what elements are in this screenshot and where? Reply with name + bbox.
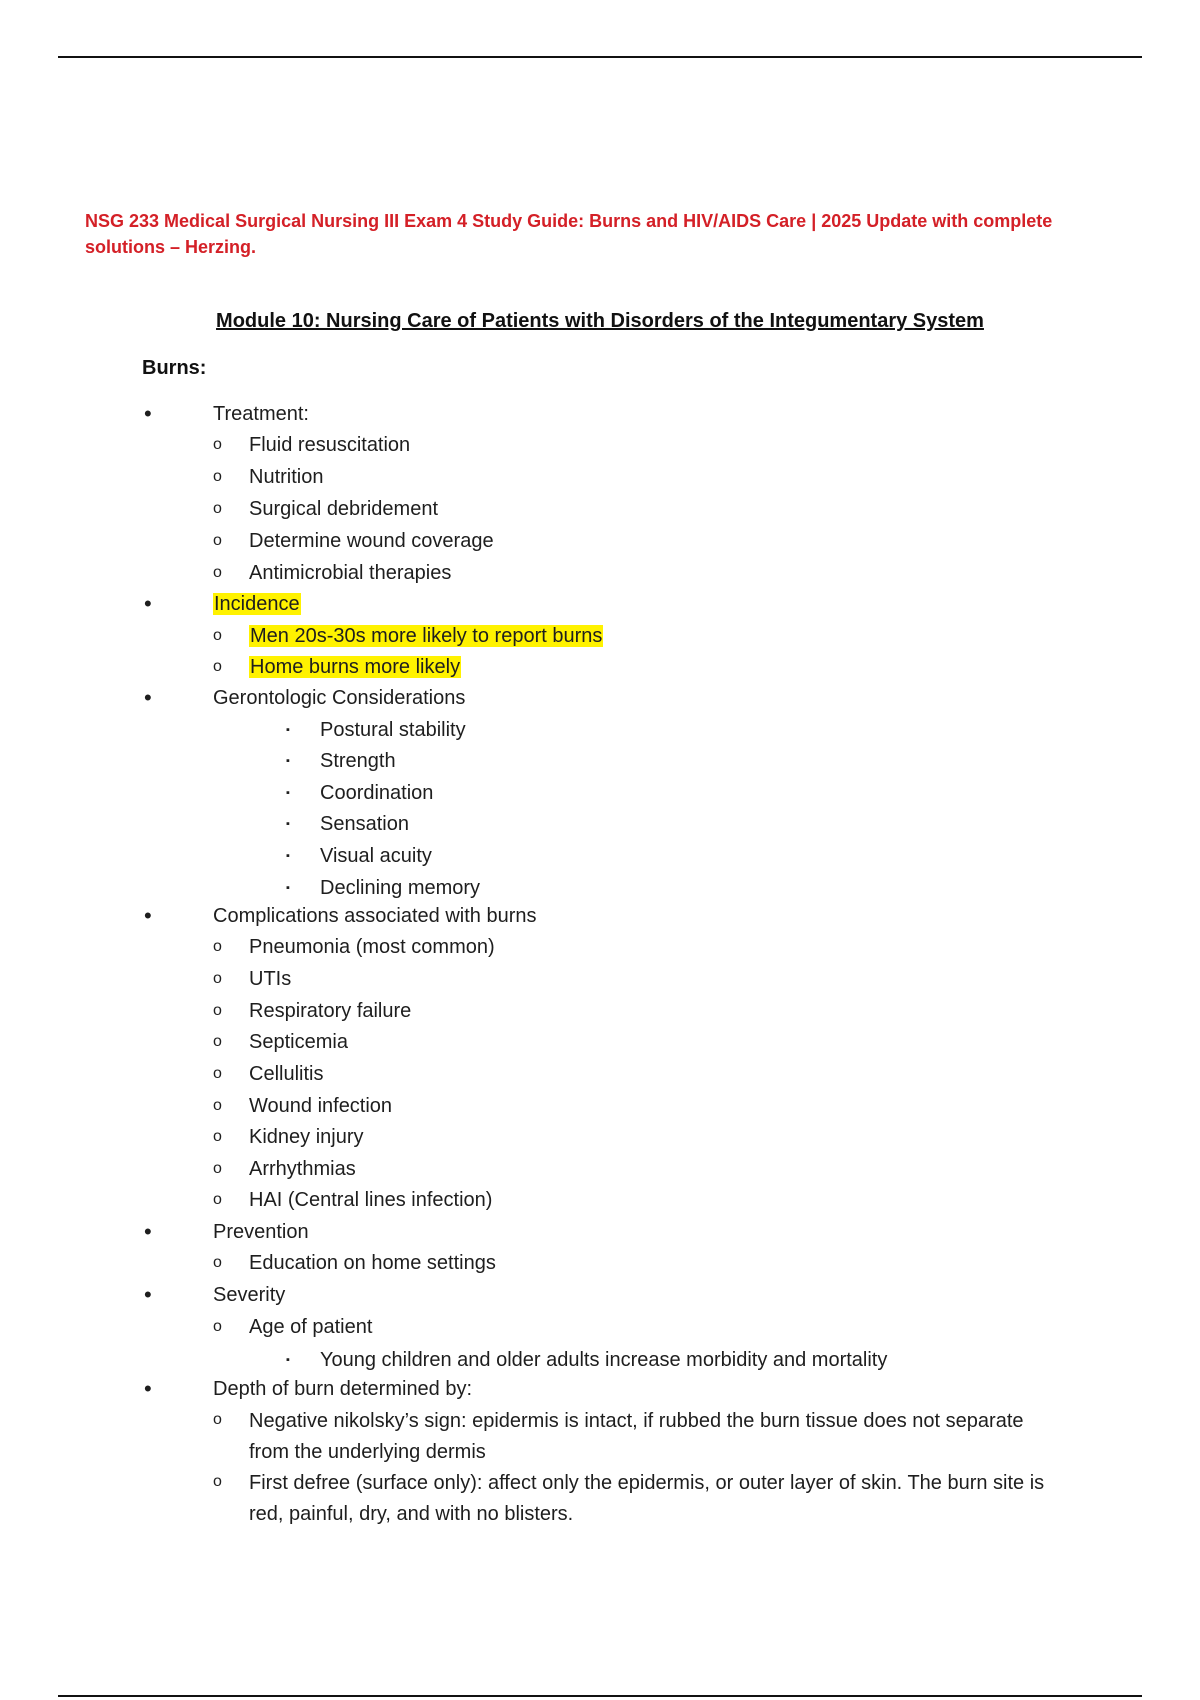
- section-heading-burns: Burns:: [142, 357, 207, 379]
- outline-item-text: Sensation: [320, 813, 409, 835]
- sub-bullet-marker: o: [213, 938, 222, 955]
- outline-item-text: Visual acuity: [320, 845, 432, 867]
- outline-item: [213, 590, 301, 618]
- sub-bullet-marker: o: [213, 1128, 222, 1145]
- outline-item-text: Prevention: [213, 1221, 309, 1243]
- outline-item: [213, 1281, 285, 1309]
- outline-subsubitem: [320, 874, 480, 902]
- outline-subitem: [249, 431, 410, 459]
- square-bullet-marker: ▪: [286, 882, 290, 894]
- sub-bullet-marker: o: [213, 1191, 222, 1208]
- sub-bullet-marker: o: [213, 1318, 222, 1335]
- sub-bullet-marker: o: [213, 1097, 222, 1114]
- outline-item-text: Arrhythmias: [249, 1158, 356, 1180]
- outline-item-text: Kidney injury: [249, 1126, 364, 1148]
- bullet-marker: •: [144, 591, 152, 616]
- outline-item-text: Nutrition: [249, 466, 324, 488]
- sub-bullet-marker: o: [213, 532, 222, 549]
- square-bullet-marker: ▪: [286, 850, 290, 862]
- bullet-marker: •: [144, 1376, 152, 1401]
- outline-subitem: [249, 1313, 372, 1341]
- outline-item-text: Respiratory failure: [249, 1000, 412, 1022]
- module-heading: Module 10: Nursing Care of Patients with Disorders of the Integumentary System: [216, 310, 984, 332]
- outline-item-text: Severity: [213, 1284, 286, 1306]
- outline-item: [213, 902, 537, 930]
- outline-item-text: Surgical debridement: [249, 498, 438, 520]
- sub-bullet-marker: o: [213, 1411, 222, 1428]
- outline-subitem: [249, 933, 495, 961]
- outline-subitem: [249, 1092, 392, 1120]
- sub-bullet-marker: o: [213, 970, 222, 987]
- outline-subitem: [249, 965, 291, 993]
- outline-item-text: Wound infection: [249, 1095, 393, 1117]
- outline-item-text: HAI (Central lines infection): [249, 1189, 493, 1211]
- outline-item: [213, 400, 309, 428]
- outline-subitem: [249, 1186, 492, 1214]
- square-bullet-marker: ▪: [286, 724, 290, 736]
- outline-subsubitem: [320, 810, 409, 838]
- outline-item-text: Strength: [320, 750, 396, 772]
- document-title: NSG 233 Medical Surgical Nursing III Exam 4 Study Guide: Burns and HIV/AIDS Care | 2025 Update with complete solutions – Herzing.: [85, 211, 1053, 257]
- sub-bullet-marker: o: [213, 1160, 222, 1177]
- outline-item-text: Negative nikolsky’s sign: epidermis is intact, if rubbed the burn tissue does not separate from the underlying dermis: [249, 1410, 1024, 1463]
- outline-item-text: Fluid resuscitation: [249, 434, 411, 456]
- outline-subitem: [249, 559, 451, 587]
- sub-bullet-marker: o: [213, 1065, 222, 1082]
- outline-item-text: Depth of burn determined by:: [213, 1378, 473, 1400]
- outline-subsubitem: [320, 842, 432, 870]
- outline-item-text: Determine wound coverage: [249, 530, 494, 552]
- outline-item-text: Gerontologic Considerations: [213, 687, 466, 709]
- outline-subitem: [249, 997, 411, 1025]
- bullet-marker: •: [144, 685, 152, 710]
- outline-item-text: Men 20s-30s more likely to report burns: [250, 625, 603, 647]
- outline-item-text: Cellulitis: [249, 1063, 324, 1085]
- outline-subsubitem: [320, 1346, 887, 1374]
- outline-item-text: Young children and older adults increase morbidity and mortality: [320, 1349, 888, 1371]
- bullet-marker: •: [144, 401, 152, 426]
- outline-item-text: Postural stability: [320, 719, 466, 741]
- outline-item-text: Antimicrobial therapies: [249, 562, 452, 584]
- square-bullet-marker: ▪: [286, 1354, 290, 1366]
- outline-item: [213, 1375, 472, 1403]
- outline-subitem: [249, 622, 603, 650]
- outline-subitem: [249, 463, 323, 491]
- outline-item-text: Age of patient: [249, 1316, 373, 1338]
- outline-subitem: [249, 1155, 356, 1183]
- outline-item-text: Complications associated with burns: [213, 905, 537, 927]
- sub-bullet-marker: o: [213, 500, 222, 517]
- outline-subitem: [249, 527, 494, 555]
- outline-item: [213, 684, 465, 712]
- outline-item-text: Incidence: [214, 593, 300, 615]
- sub-bullet-marker: o: [213, 1473, 222, 1490]
- outline-subsubitem: [320, 747, 396, 775]
- outline-item-text: Septicemia: [249, 1031, 348, 1053]
- outline-item-text: First defree (surface only): affect only the epidermis, or outer layer of skin. The burn site is red, painful, dry, and with no blisters.: [249, 1472, 1045, 1525]
- outline-subitem: [249, 1468, 1069, 1530]
- outline-subitem: [249, 653, 461, 681]
- outline-subitem: [249, 495, 438, 523]
- square-bullet-marker: ▪: [286, 787, 290, 799]
- outline-item-text: Declining memory: [320, 877, 481, 899]
- outline-item-text: Treatment:: [213, 403, 309, 425]
- sub-bullet-marker: o: [213, 1254, 222, 1271]
- square-bullet-marker: ▪: [286, 755, 290, 767]
- bullet-marker: •: [144, 903, 152, 928]
- square-bullet-marker: ▪: [286, 818, 290, 830]
- sub-bullet-marker: o: [213, 436, 222, 453]
- outline-subitem: [249, 1028, 348, 1056]
- footer-rule: [58, 1695, 1142, 1697]
- outline-item-text: UTIs: [249, 968, 292, 990]
- outline-subsubitem: [320, 716, 466, 744]
- outline-item: [213, 1218, 309, 1246]
- outline-subitem: [249, 1249, 496, 1277]
- sub-bullet-marker: o: [213, 1033, 222, 1050]
- outline-item-text: Home burns more likely: [250, 656, 461, 678]
- bullet-marker: •: [144, 1282, 152, 1307]
- sub-bullet-marker: o: [213, 468, 222, 485]
- outline-item-text: Education on home settings: [249, 1252, 496, 1274]
- bullet-marker: •: [144, 1219, 152, 1244]
- sub-bullet-marker: o: [213, 627, 222, 644]
- sub-bullet-marker: o: [213, 658, 222, 675]
- outline-item-text: Pneumonia (most common): [249, 936, 495, 958]
- outline-subitem: [249, 1406, 1069, 1468]
- outline-subsubitem: [320, 779, 433, 807]
- header-rule: [58, 56, 1142, 58]
- sub-bullet-marker: o: [213, 564, 222, 581]
- sub-bullet-marker: o: [213, 1002, 222, 1019]
- outline-subitem: [249, 1060, 323, 1088]
- outline-item-text: Coordination: [320, 782, 434, 804]
- outline-subitem: [249, 1123, 364, 1151]
